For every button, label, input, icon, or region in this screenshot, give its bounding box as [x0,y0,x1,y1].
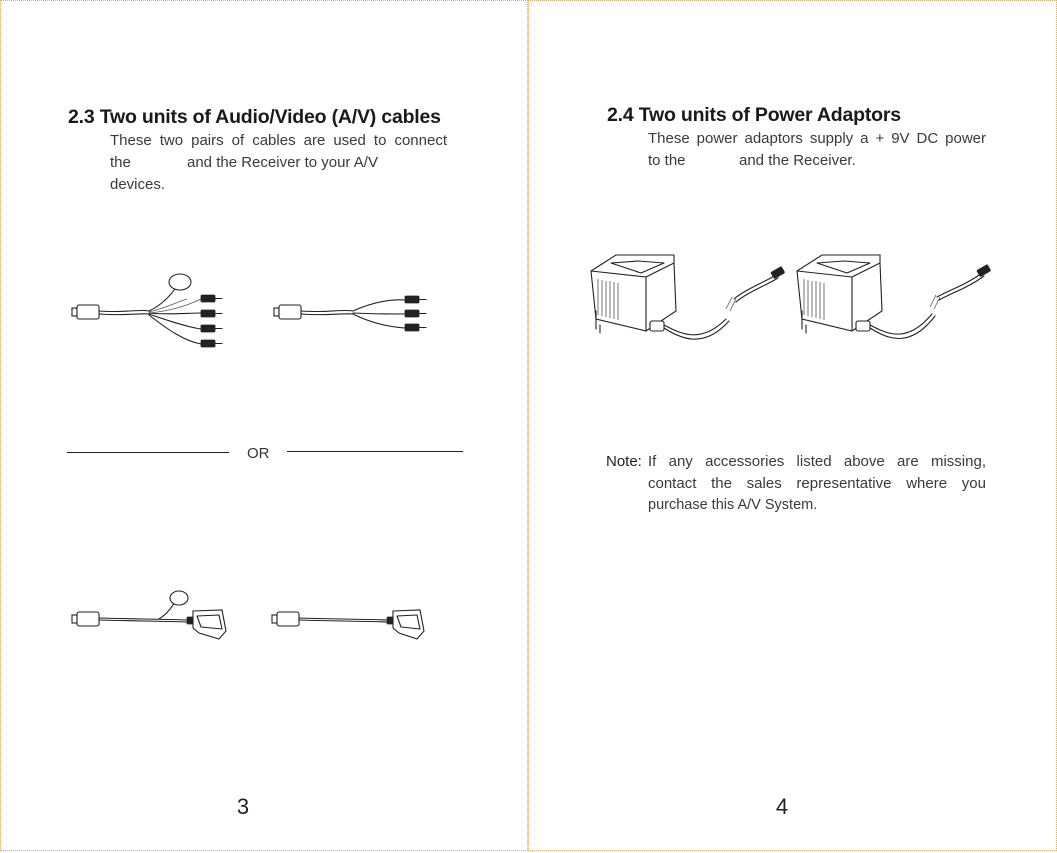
body-line-2a: to the [648,152,686,169]
page-left [0,0,528,851]
body-line-2a: the [110,154,131,171]
separator-line-right [287,451,463,452]
or-separator-label: OR [247,445,270,462]
separator-line-left [67,452,229,453]
av-cable-rca-with-ir-illustration [69,269,229,354]
page-number-right: 4 [775,794,789,819]
body-line-3: devices. [110,176,166,193]
section-heading-2-4: 2.4 Two units of Power Adaptors [607,104,901,126]
body-line-2b: and the Receiver to your A/V [187,154,378,171]
page-right [528,0,1057,851]
power-adaptor-illustration-2 [792,249,992,349]
section-heading-2-3: 2.3 Two units of Audio/Video (A/V) cables [68,106,441,128]
note-line-2: contact the sales representative where you [648,475,986,492]
note-line-1: If any accessories listed above are missing, [648,453,986,470]
note-line-3: purchase this A/V System. [648,497,818,513]
body-line-1: These two pairs of cables are used to connect [110,132,447,149]
body-line-1: These power adaptors supply a + 9V DC power [648,130,986,147]
av-cable-scart-illustration [269,601,434,651]
av-cable-rca-illustration [271,269,431,354]
body-line-2b: and the Receiver. [739,152,856,169]
av-cable-scart-with-ir-illustration [69,583,234,648]
power-adaptor-illustration-1 [586,249,786,349]
note-label: Note: [606,453,642,470]
page-number-left: 3 [236,794,250,819]
